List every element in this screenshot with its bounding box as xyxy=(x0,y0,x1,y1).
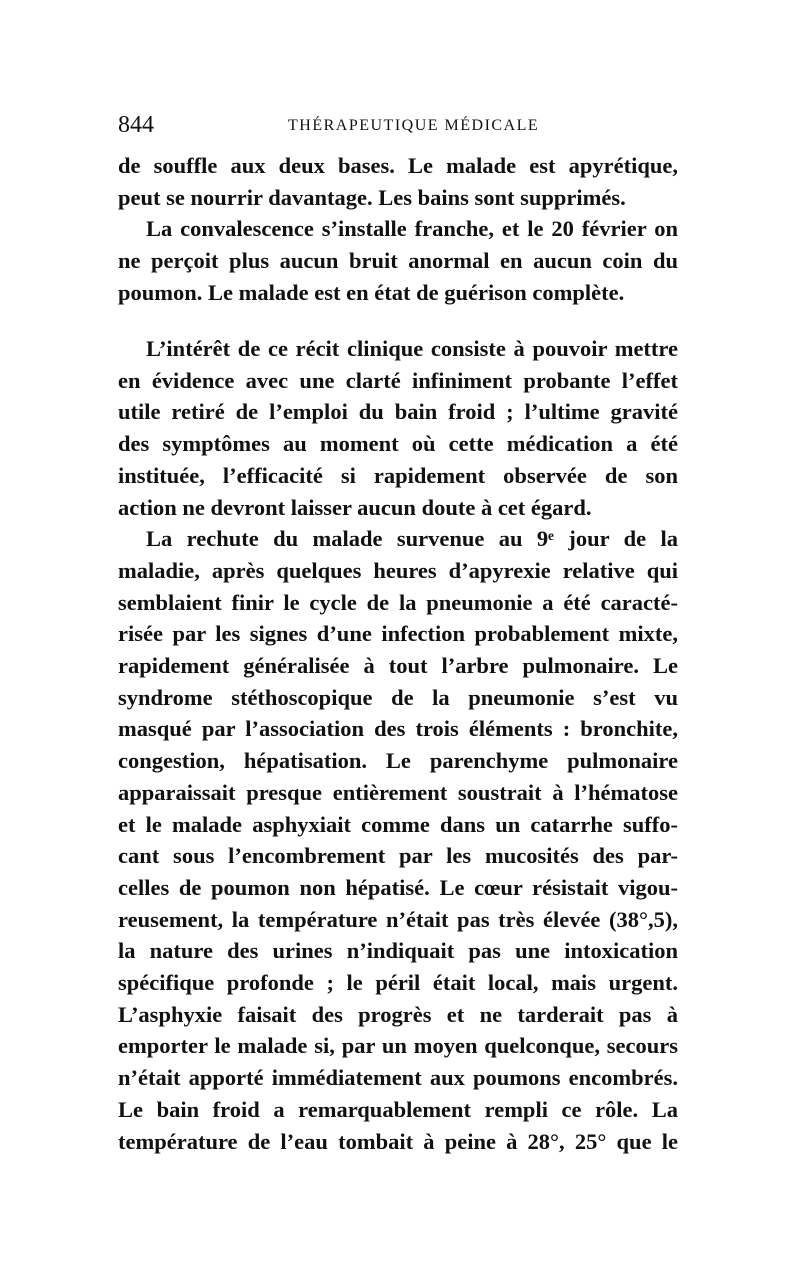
text-line: n’était apporté immédiatement aux poumons encombrés. xyxy=(118,1065,678,1091)
paragraph xyxy=(118,213,678,308)
page-number: 844 xyxy=(118,112,154,138)
text-line: action ne devront laisser aucun doute à cet égard. xyxy=(118,494,592,520)
text-line: utile retiré de l’emploi du bain froid ; l’ultime gravité xyxy=(118,399,678,425)
text-line: risée par les signes d’une infection probablement mixte, xyxy=(118,621,678,647)
text-line: reusement, la température n’était pas très élevée (38°,5), xyxy=(118,906,678,932)
text-block-discussion xyxy=(118,333,678,1157)
text-line: Le bain froid a remarquablement rempli ce rôle. La xyxy=(118,1096,678,1122)
text-line: ne perçoit plus aucun bruit anormal en aucun coin du xyxy=(118,248,678,274)
text-line: emporter le malade si, par un moyen quelconque, secours xyxy=(118,1033,678,1059)
text-line: en évidence avec une clarté infiniment probante l’effet xyxy=(118,367,678,393)
text-line: et le malade asphyxiait comme dans un catarrhe suffo- xyxy=(118,811,678,837)
text-line: cant sous l’encombrement par les mucosités des par- xyxy=(118,843,678,869)
text-line: de souffle aux deux bases. Le malade est apyrétique, xyxy=(118,153,678,178)
paragraph xyxy=(118,523,678,1157)
text-line: maladie, après quelques heures d’apyrexie relative qui xyxy=(118,557,678,583)
text-line: rapidement généralisée à tout l’arbre pulmonaire. Le xyxy=(118,653,678,679)
text-block-continuation xyxy=(118,150,678,309)
page-header xyxy=(118,112,678,142)
text-line: semblaient finir le cycle de la pneumonie a été caracté- xyxy=(118,589,678,615)
text-line: température de l’eau tombait à peine à 28°, 25° que le xyxy=(118,1128,678,1154)
text-line: masqué par l’association des trois éléments : bronchite, xyxy=(118,716,678,742)
text-line: La convalescence s’installe franche, et le 20 février on xyxy=(146,216,678,242)
text-line: spécifique profonde ; le péril était local, mais urgent. xyxy=(118,970,678,996)
text-line: L’asphyxie faisait des progrès et ne tarderait pas à xyxy=(118,1001,678,1027)
text-line: celles de poumon non hépatisé. Le cœur résistait vigou- xyxy=(118,874,678,900)
text-line: poumon. Le malade est en état de guérison complète. xyxy=(118,279,625,305)
text-line: congestion, hépatisation. Le parenchyme pulmonaire xyxy=(118,748,678,774)
text-line: instituée, l’efficacité si rapidement observée de son xyxy=(118,462,678,488)
text-line: des symptômes au moment où cette médication a été xyxy=(118,431,678,457)
text-line: L’intérêt de ce récit clinique consiste à pouvoir mettre xyxy=(146,336,678,361)
running-title: THÉRAPEUTIQUE MÉDICALE xyxy=(288,117,540,134)
paragraph xyxy=(118,333,678,523)
text-line: La rechute du malade survenue au 9ᵉ jour de la xyxy=(146,526,678,552)
text-line: la nature des urines n’indiquait pas une intoxication xyxy=(118,938,678,964)
paragraph xyxy=(118,150,678,213)
text-line: peut se nourrir davantage. Les bains sont supprimés. xyxy=(118,184,626,210)
text-line: apparaissait presque entièrement soustrait à l’hématose xyxy=(118,779,678,805)
text-line: syndrome stéthoscopique de la pneumonie s’est vu xyxy=(118,684,678,710)
